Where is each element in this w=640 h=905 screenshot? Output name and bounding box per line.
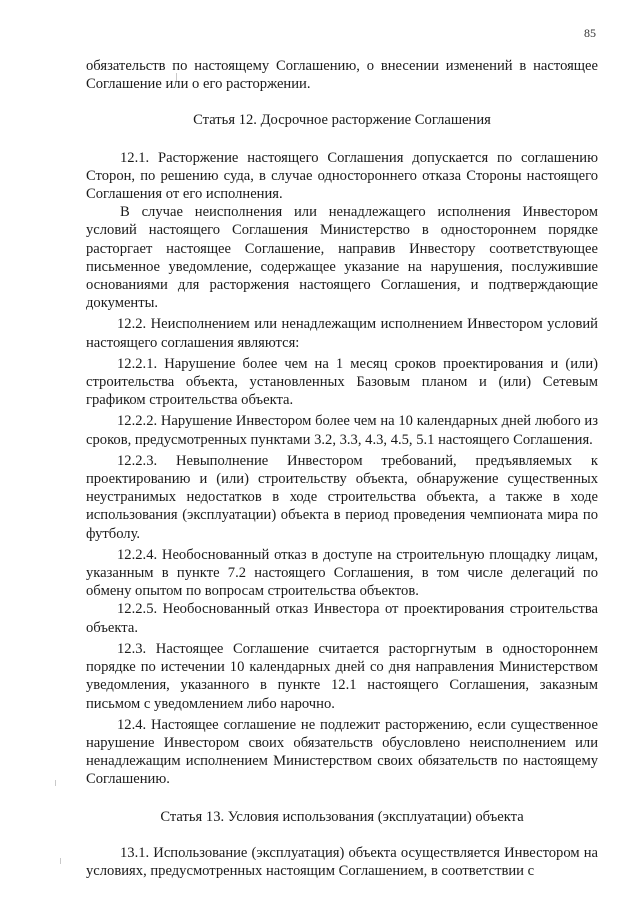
document-body (86, 57, 598, 880)
clause-12-2: 12.2. Неисполнением или ненадлежащим исполнением Инвестором условий настоящего соглашения являются: (86, 316, 598, 351)
clause-13-1: 13.1. Использование (эксплуатация) объекта осуществляется Инвестором на условиях, предусмотренных настоящим Соглашением, в соответствии с (86, 844, 598, 879)
scan-artifact (55, 780, 56, 786)
clause-12-2-3: 12.2.3. Невыполнение Инвестором требований, предъявляемых к проектированию и (или) строительству объекта, обнаружение существенных неустранимых недостатков в ходе строительства объекта, а также в ходе использования (эксплуатации) объекта в период проведения чемпионата мира по футболу. (86, 452, 598, 542)
clause-12-1: 12.1. Расторжение настоящего Соглашения допускается по соглашению Сторон, по решению суда, в случае одностороннего отказа Стороны настоящего Соглашения от его исполнения. (86, 149, 598, 203)
page-number: 85 (584, 26, 596, 40)
clause-12-2-4: 12.2.4. Необоснованный отказ в доступе на строительную площадку лицам, указанным в пункте 7.2 настоящего Соглашения, в том числе делегаций по обмену опытом по вопросам строительства объектов. (86, 546, 598, 600)
clause-12-3: 12.3. Настоящее Соглашение считается расторгнутым в одностороннем порядке по истечении 10 календарных дней со дня направления Министерством уведомления, указанного в пункте 12.1 настоящего Соглашения, заказным письмом с уведомлением либо нарочно. (86, 640, 598, 712)
intro-paragraph: обязательств по настоящему Соглашению, о внесении изменений в настоящее Соглашение или о его расторжении. (86, 58, 598, 93)
scan-artifact (60, 858, 61, 864)
article-12-heading: Статья 12. Досрочное расторжение Соглашения (193, 112, 491, 129)
clause-12-2-1: 12.2.1. Нарушение более чем на 1 месяц сроков проектирования и (или) строительства объекта, установленных Базовым планом и (или) Сетевым графиком строительства объекта. (86, 355, 598, 409)
clause-12-1-nonfulfillment: В случае неисполнения или ненадлежащего исполнения Инвестором условий настоящего Соглашения Министерство в одностороннем порядке расторгает настоящее Соглашение, направив Инвестору соответствующее письменное уведомление, содержащее указание на нарушения, послужившие основаниями для расторжения настоящего Соглашения, и подтверждающие документы. (86, 204, 598, 312)
clause-12-4: 12.4. Настоящее соглашение не подлежит расторжению, если существенное нарушение Инвестором своих обязательств обусловлено неисполнением или ненадлежащим исполнением Министерством своих обязательств по настоящему Соглашению. (86, 716, 598, 788)
clause-12-2-5: 12.2.5. Необоснованный отказ Инвестора от проектирования строительства объекта. (86, 601, 598, 636)
article-13-heading: Статья 13. Условия использования (эксплуатации) объекта (160, 808, 524, 825)
clause-12-2-2: 12.2.2. Нарушение Инвестором более чем на 10 календарных дней любого из сроков, предусмотренных пунктами 3.2, 3.3, 4.3, 4.5, 5.1 настоящего Соглашения. (86, 413, 598, 448)
